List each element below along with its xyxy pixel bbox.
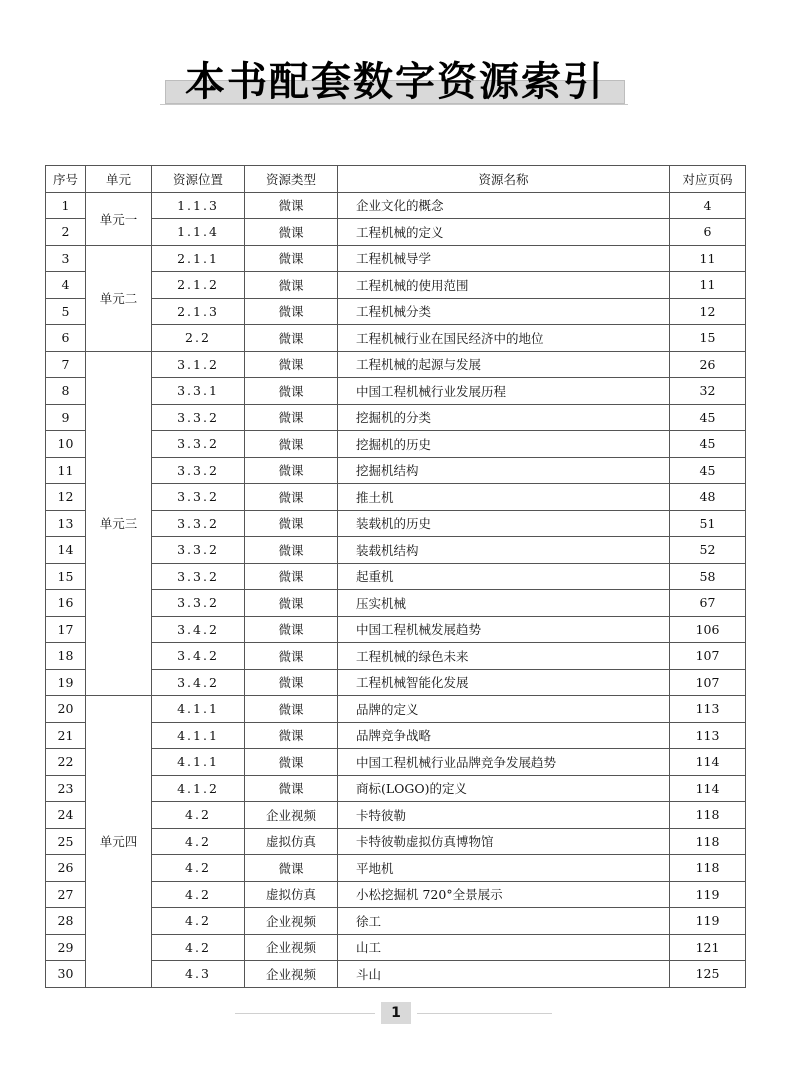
header-unit: 单元 <box>86 166 152 193</box>
cell-name: 工程机械导学 <box>338 245 670 272</box>
cell-page: 125 <box>670 961 746 988</box>
cell-type: 微课 <box>245 219 338 246</box>
cell-name: 中国工程机械行业品牌竞争发展趋势 <box>338 749 670 776</box>
cell-name: 斗山 <box>338 961 670 988</box>
cell-no: 9 <box>46 404 86 431</box>
cell-page: 107 <box>670 669 746 696</box>
cell-type: 微课 <box>245 431 338 458</box>
cell-no: 28 <box>46 908 86 935</box>
cell-name: 工程机械分类 <box>338 298 670 325</box>
cell-name: 山工 <box>338 934 670 961</box>
cell-page: 118 <box>670 802 746 829</box>
cell-name: 工程机械的起源与发展 <box>338 351 670 378</box>
cell-type: 微课 <box>245 749 338 776</box>
header-type: 资源类型 <box>245 166 338 193</box>
cell-type: 微课 <box>245 537 338 564</box>
cell-page: 119 <box>670 881 746 908</box>
cell-type: 微课 <box>245 298 338 325</box>
cell-no: 3 <box>46 245 86 272</box>
cell-no: 29 <box>46 934 86 961</box>
cell-location: 4.2 <box>152 855 245 882</box>
cell-page: 113 <box>670 696 746 723</box>
cell-location: 4.2 <box>152 908 245 935</box>
cell-name: 卡特彼勒 <box>338 802 670 829</box>
cell-location: 3.3.2 <box>152 431 245 458</box>
cell-type: 微课 <box>245 378 338 405</box>
cell-name: 压实机械 <box>338 590 670 617</box>
cell-name: 商标(LOGO)的定义 <box>338 775 670 802</box>
cell-no: 21 <box>46 722 86 749</box>
cell-type: 企业视频 <box>245 802 338 829</box>
cell-no: 16 <box>46 590 86 617</box>
cell-page: 45 <box>670 431 746 458</box>
header-location: 资源位置 <box>152 166 245 193</box>
cell-no: 30 <box>46 961 86 988</box>
cell-type: 微课 <box>245 563 338 590</box>
cell-name: 工程机械的使用范围 <box>338 272 670 299</box>
page-number: 1 <box>381 1002 411 1024</box>
cell-location: 4.1.1 <box>152 722 245 749</box>
cell-name: 品牌竞争战略 <box>338 722 670 749</box>
table-row <box>46 245 746 272</box>
cell-no: 25 <box>46 828 86 855</box>
cell-page: 58 <box>670 563 746 590</box>
header-page: 对应页码 <box>670 166 746 193</box>
cell-location: 3.4.2 <box>152 616 245 643</box>
cell-type: 微课 <box>245 775 338 802</box>
cell-page: 67 <box>670 590 746 617</box>
cell-name: 推土机 <box>338 484 670 511</box>
cell-name: 工程机械的定义 <box>338 219 670 246</box>
cell-unit: 单元三 <box>86 351 152 696</box>
cell-no: 15 <box>46 563 86 590</box>
cell-page: 114 <box>670 775 746 802</box>
cell-no: 10 <box>46 431 86 458</box>
cell-type: 微课 <box>245 643 338 670</box>
cell-name: 徐工 <box>338 908 670 935</box>
cell-name: 工程机械行业在国民经济中的地位 <box>338 325 670 352</box>
cell-location: 4.2 <box>152 828 245 855</box>
cell-location: 1.1.3 <box>152 192 245 219</box>
cell-type: 企业视频 <box>245 908 338 935</box>
table-body <box>46 192 746 987</box>
cell-location: 3.3.2 <box>152 590 245 617</box>
cell-type: 微课 <box>245 722 338 749</box>
cell-no: 7 <box>46 351 86 378</box>
cell-no: 27 <box>46 881 86 908</box>
cell-page: 48 <box>670 484 746 511</box>
cell-no: 11 <box>46 457 86 484</box>
cell-location: 1.1.4 <box>152 219 245 246</box>
cell-location: 3.3.2 <box>152 537 245 564</box>
cell-name: 品牌的定义 <box>338 696 670 723</box>
cell-page: 119 <box>670 908 746 935</box>
cell-type: 微课 <box>245 457 338 484</box>
cell-page: 106 <box>670 616 746 643</box>
cell-page: 26 <box>670 351 746 378</box>
cell-no: 22 <box>46 749 86 776</box>
cell-no: 4 <box>46 272 86 299</box>
cell-type: 企业视频 <box>245 934 338 961</box>
cell-location: 4.3 <box>152 961 245 988</box>
cell-type: 微课 <box>245 192 338 219</box>
cell-no: 14 <box>46 537 86 564</box>
cell-location: 2.1.3 <box>152 298 245 325</box>
cell-type: 微课 <box>245 404 338 431</box>
cell-location: 3.3.1 <box>152 378 245 405</box>
cell-type: 虚拟仿真 <box>245 881 338 908</box>
cell-no: 12 <box>46 484 86 511</box>
footer-line-left <box>235 1013 375 1014</box>
cell-page: 107 <box>670 643 746 670</box>
cell-page: 11 <box>670 272 746 299</box>
cell-name: 挖掘机结构 <box>338 457 670 484</box>
cell-no: 13 <box>46 510 86 537</box>
cell-no: 8 <box>46 378 86 405</box>
cell-name: 企业文化的概念 <box>338 192 670 219</box>
cell-name: 平地机 <box>338 855 670 882</box>
cell-no: 20 <box>46 696 86 723</box>
title-area <box>0 40 790 120</box>
cell-type: 微课 <box>245 272 338 299</box>
cell-page: 11 <box>670 245 746 272</box>
cell-type: 微课 <box>245 484 338 511</box>
cell-location: 4.2 <box>152 802 245 829</box>
table-row <box>46 192 746 219</box>
cell-type: 微课 <box>245 855 338 882</box>
cell-location: 3.4.2 <box>152 669 245 696</box>
cell-no: 24 <box>46 802 86 829</box>
cell-unit: 单元四 <box>86 696 152 988</box>
cell-no: 2 <box>46 219 86 246</box>
header-name: 资源名称 <box>338 166 670 193</box>
cell-no: 18 <box>46 643 86 670</box>
cell-unit: 单元一 <box>86 192 152 245</box>
cell-page: 32 <box>670 378 746 405</box>
cell-page: 51 <box>670 510 746 537</box>
cell-no: 1 <box>46 192 86 219</box>
cell-location: 3.3.2 <box>152 404 245 431</box>
cell-type: 微课 <box>245 616 338 643</box>
cell-type: 微课 <box>245 245 338 272</box>
footer-line-right <box>417 1013 552 1014</box>
cell-name: 装载机的历史 <box>338 510 670 537</box>
cell-location: 2.1.1 <box>152 245 245 272</box>
cell-no: 5 <box>46 298 86 325</box>
cell-type: 微课 <box>245 351 338 378</box>
cell-location: 4.1.1 <box>152 749 245 776</box>
cell-name: 卡特彼勒虚拟仿真博物馆 <box>338 828 670 855</box>
cell-name: 中国工程机械发展趋势 <box>338 616 670 643</box>
cell-page: 45 <box>670 404 746 431</box>
resource-index-table <box>45 165 746 988</box>
cell-location: 3.3.2 <box>152 457 245 484</box>
cell-name: 挖掘机的历史 <box>338 431 670 458</box>
cell-name: 工程机械的绿色未来 <box>338 643 670 670</box>
table-header-row <box>46 166 746 193</box>
cell-name: 挖掘机的分类 <box>338 404 670 431</box>
cell-location: 4.1.1 <box>152 696 245 723</box>
cell-page: 15 <box>670 325 746 352</box>
cell-type: 虚拟仿真 <box>245 828 338 855</box>
cell-page: 121 <box>670 934 746 961</box>
cell-type: 微课 <box>245 669 338 696</box>
cell-location: 2.2 <box>152 325 245 352</box>
cell-location: 3.3.2 <box>152 510 245 537</box>
cell-type: 企业视频 <box>245 961 338 988</box>
cell-no: 23 <box>46 775 86 802</box>
cell-page: 118 <box>670 828 746 855</box>
cell-location: 4.2 <box>152 881 245 908</box>
cell-location: 3.1.2 <box>152 351 245 378</box>
cell-location: 3.4.2 <box>152 643 245 670</box>
cell-page: 114 <box>670 749 746 776</box>
cell-unit: 单元二 <box>86 245 152 351</box>
cell-no: 19 <box>46 669 86 696</box>
cell-location: 3.3.2 <box>152 563 245 590</box>
table-row <box>46 696 746 723</box>
cell-type: 微课 <box>245 590 338 617</box>
cell-page: 113 <box>670 722 746 749</box>
cell-page: 118 <box>670 855 746 882</box>
cell-location: 4.1.2 <box>152 775 245 802</box>
cell-page: 45 <box>670 457 746 484</box>
cell-no: 26 <box>46 855 86 882</box>
cell-page: 6 <box>670 219 746 246</box>
page-title: 本书配套数字资源索引 <box>185 59 605 105</box>
cell-type: 微课 <box>245 325 338 352</box>
cell-page: 52 <box>670 537 746 564</box>
cell-page: 4 <box>670 192 746 219</box>
cell-name: 工程机械智能化发展 <box>338 669 670 696</box>
cell-no: 17 <box>46 616 86 643</box>
cell-name: 起重机 <box>338 563 670 590</box>
cell-type: 微课 <box>245 696 338 723</box>
cell-name: 小松挖掘机 720°全景展示 <box>338 881 670 908</box>
cell-no: 6 <box>46 325 86 352</box>
cell-location: 4.2 <box>152 934 245 961</box>
cell-name: 中国工程机械行业发展历程 <box>338 378 670 405</box>
table-row <box>46 351 746 378</box>
cell-location: 3.3.2 <box>152 484 245 511</box>
cell-location: 2.1.2 <box>152 272 245 299</box>
cell-page: 12 <box>670 298 746 325</box>
cell-name: 装载机结构 <box>338 537 670 564</box>
cell-type: 微课 <box>245 510 338 537</box>
header-no: 序号 <box>46 166 86 193</box>
